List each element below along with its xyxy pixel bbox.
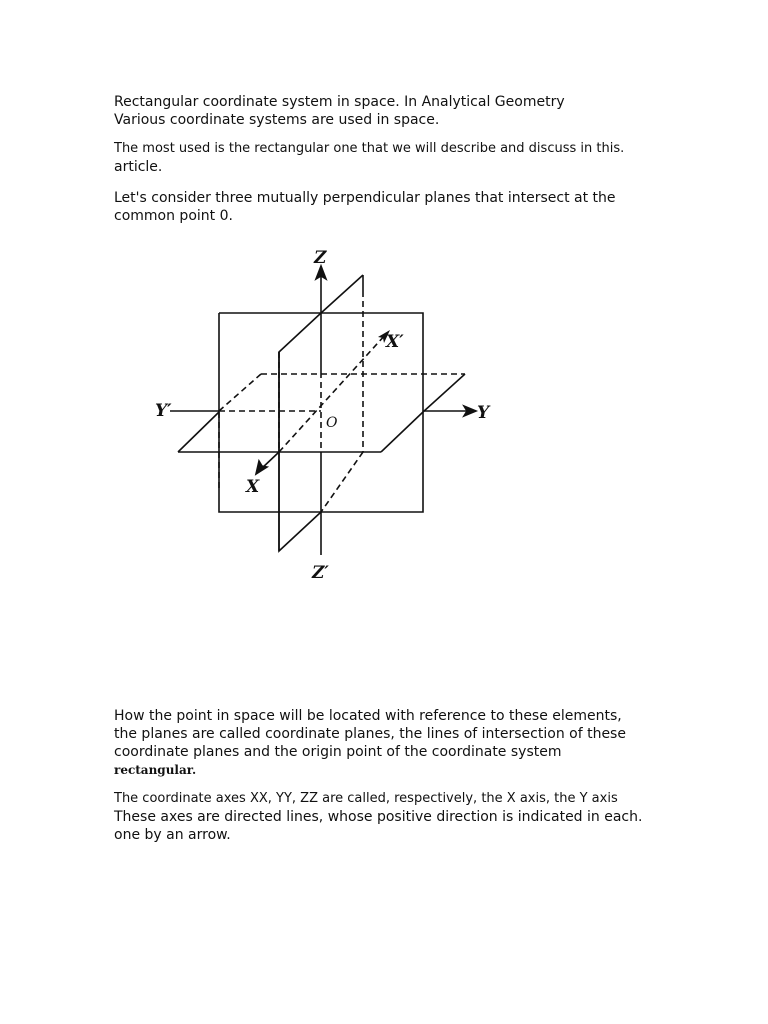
xy-plane-left-front-diag — [178, 412, 219, 452]
how-paragraph — [114, 707, 654, 779]
x-axis-back-dashed — [279, 334, 386, 452]
x-axis-label: X — [246, 477, 260, 497]
yz-plane-front-edge — [279, 313, 321, 551]
how-line-4: rectangular. — [114, 763, 197, 777]
axes-line-1: The coordinate axes XX, YY, ZZ are called, respectively, the X axis, the Y axis — [114, 791, 618, 806]
y-axis-label: Y — [477, 403, 490, 423]
most-used-paragraph — [114, 140, 654, 176]
how-line-2: the planes are called coordinate planes, the lines of intersection of these — [114, 726, 626, 742]
intro-line-2: Various coordinate systems are used in space. — [114, 112, 440, 128]
consider-paragraph — [114, 189, 654, 225]
axes-line-3: one by an arrow. — [114, 827, 231, 843]
most-used-line-1: The most used is the rectangular one that we will describe and discuss in this. — [114, 141, 625, 156]
intro-line-1: Rectangular coordinate system in space. In Analytical Geometry — [114, 94, 565, 110]
xy-plane-right-front-diag — [381, 412, 423, 452]
yz-plane-bottom-diag-dashed — [321, 452, 363, 512]
z-prime-axis-label: Z′ — [312, 563, 329, 583]
how-line-1: How the point in space will be located with reference to these elements, — [114, 708, 622, 724]
z-axis-label: Z — [314, 248, 327, 268]
intro-paragraph — [114, 93, 654, 129]
coordinate-planes-figure — [150, 245, 500, 585]
axes-paragraph — [114, 790, 654, 844]
how-line-3: coordinate planes and the origin point of the coordinate system — [114, 744, 562, 760]
xy-plane-right-back-diag — [423, 374, 465, 412]
y-prime-axis-label: Y′ — [155, 401, 172, 421]
most-used-line-2: article. — [114, 159, 163, 175]
axes-line-2: These axes are directed lines, whose positive direction is indicated in each. — [114, 809, 643, 825]
consider-line-2: common point 0. — [114, 208, 233, 224]
x-prime-axis-label: X′ — [386, 332, 404, 352]
x-axis-arrow — [256, 461, 267, 474]
origin-label: O — [326, 415, 338, 431]
xy-plane-left-back-diag-dashed — [219, 374, 261, 411]
consider-line-1: Let's consider three mutually perpendicular planes that intersect at the — [114, 190, 616, 206]
